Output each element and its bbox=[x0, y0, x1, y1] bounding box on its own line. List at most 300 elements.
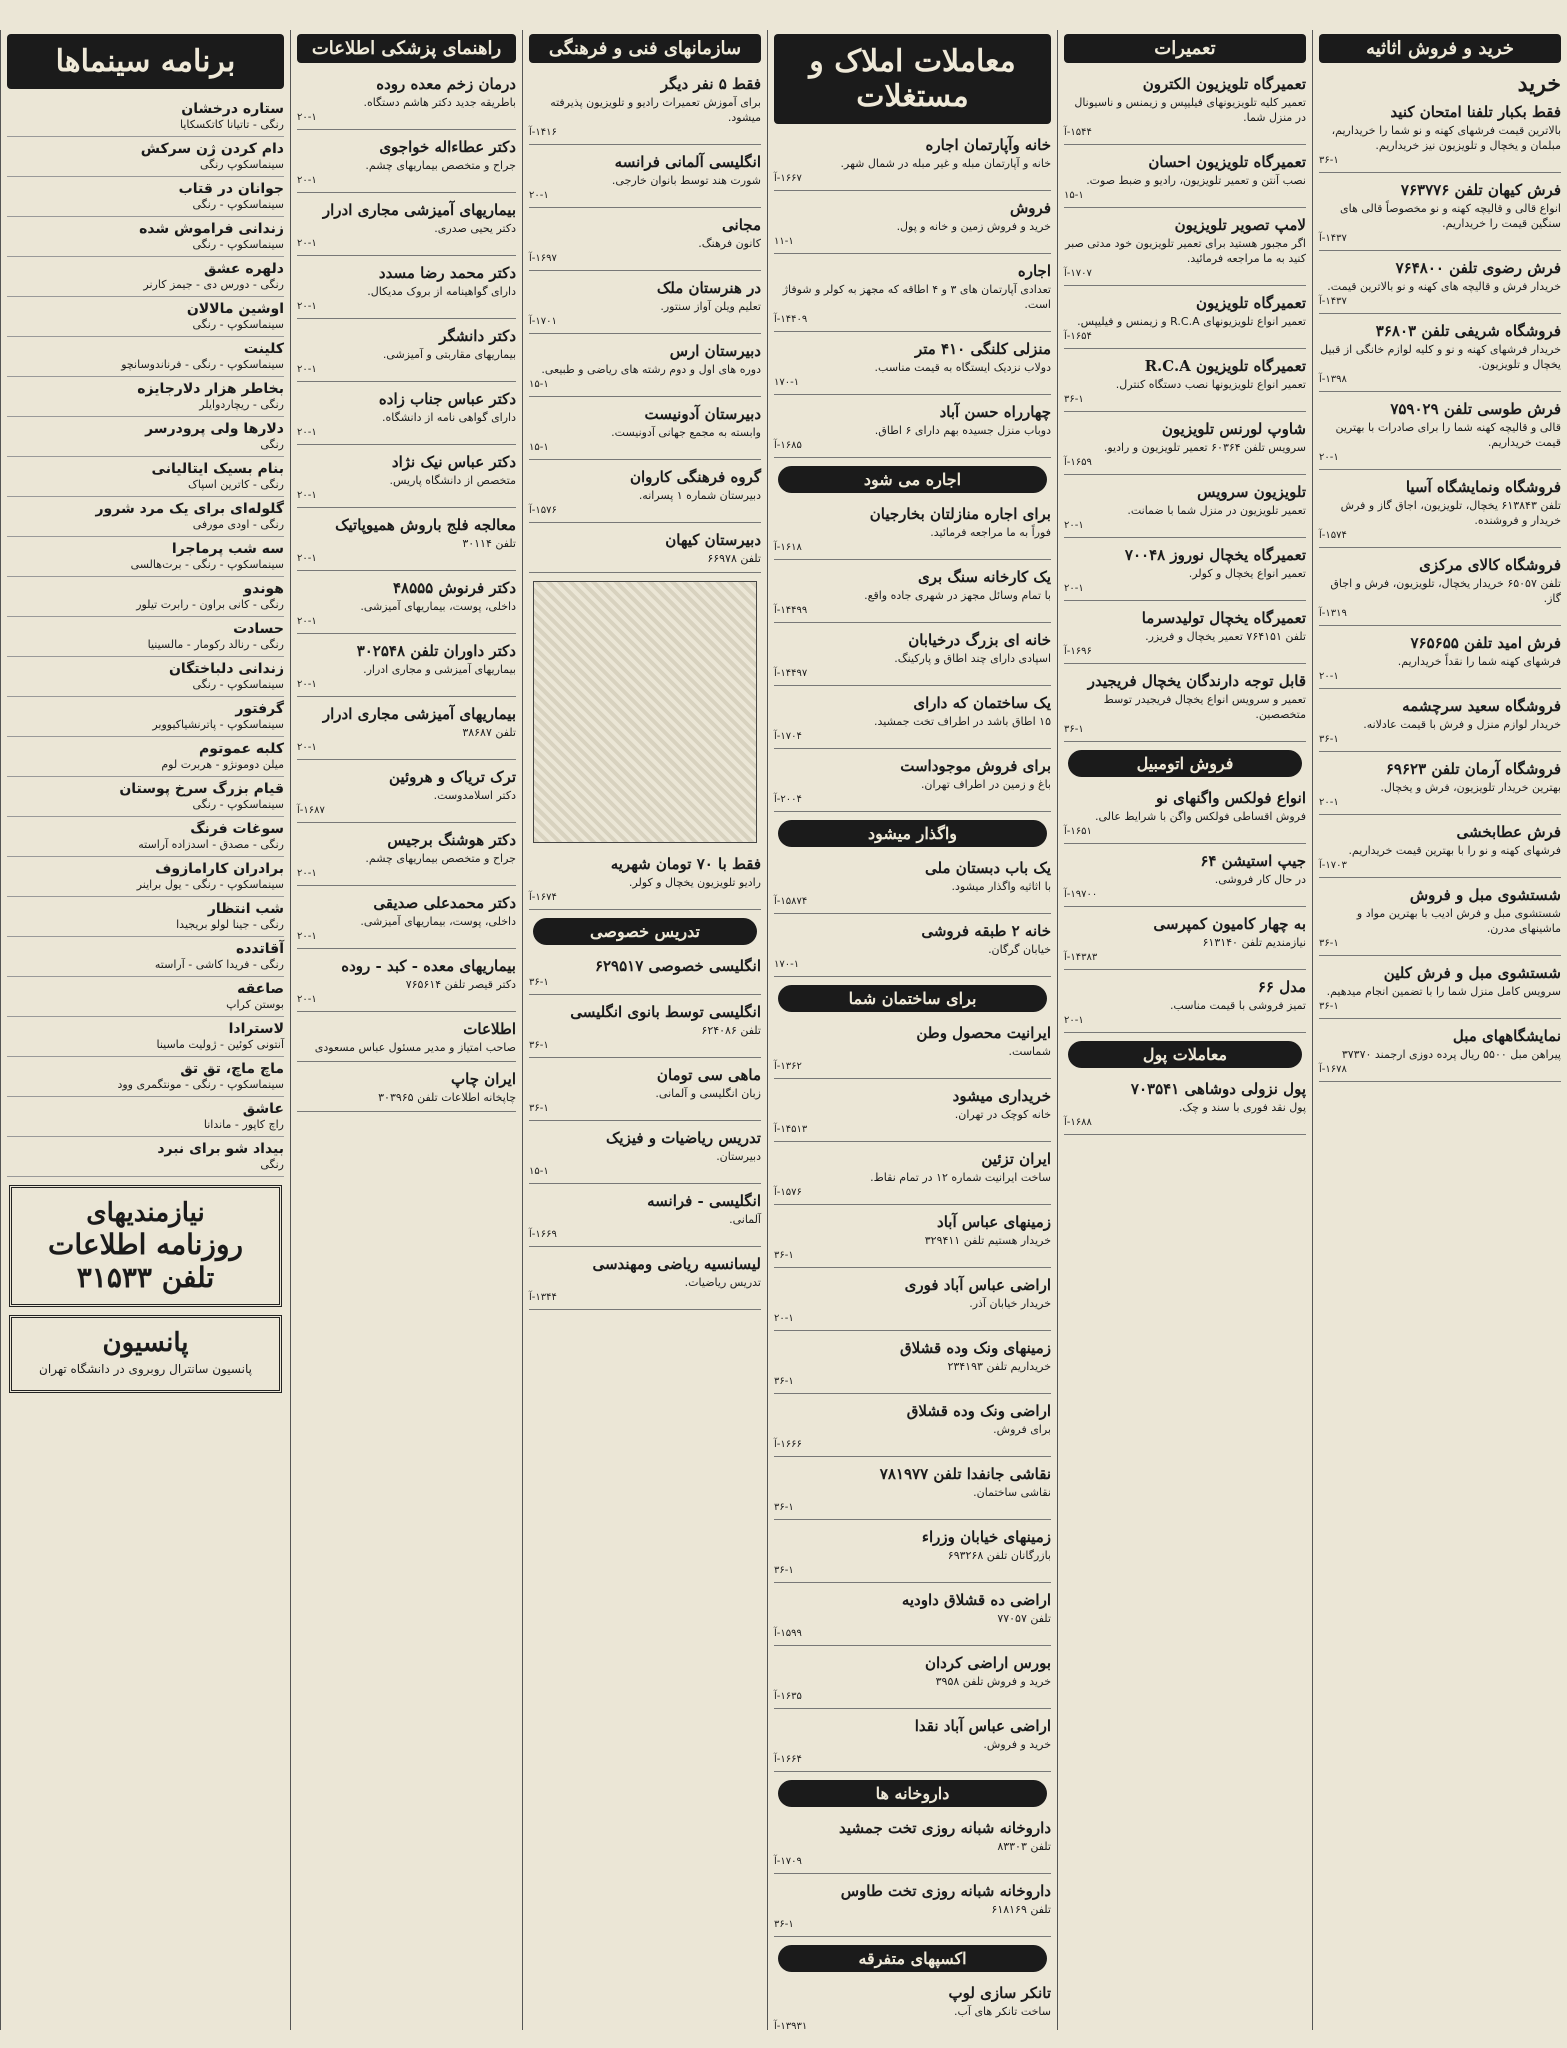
ad-body: انواع قالی و قالیچه کهنه و نو مخصوصاً قالی های سنگین قیمت را خریداریم. bbox=[1340, 202, 1561, 230]
ad-body: خرید و فروش. bbox=[983, 1738, 1051, 1751]
ad-title: تدریس ریاضیات و فیزیک bbox=[605, 1129, 761, 1147]
ad-code: ۱۷۰-۱ bbox=[774, 959, 800, 970]
ad-code: ۱۴۳۸۳-آ bbox=[1064, 952, 1098, 963]
classified-ad bbox=[529, 338, 761, 397]
ad-code: ۱۷۰۷-آ bbox=[1064, 268, 1092, 279]
ad-code: ۱۴۳۷-آ bbox=[1319, 296, 1347, 307]
classified-ad bbox=[774, 336, 1051, 395]
classified-ad bbox=[1319, 177, 1561, 251]
cinema-listing bbox=[7, 657, 284, 697]
ad-code: ۱۶۱۸-آ bbox=[774, 542, 802, 553]
ad-code: ۳۶-۱ bbox=[529, 1040, 549, 1051]
ad-title: دکتر داوران تلفن ۳۰۲۵۴۸ bbox=[356, 642, 516, 660]
ad-title: فروشگاه ونمایشگاه آسیا bbox=[1405, 478, 1561, 496]
ad-body: صاحب امتیاز و مدیر مسئول عباس مسعودی bbox=[314, 1041, 516, 1054]
film-title: اوشین مالالان bbox=[186, 301, 284, 317]
ad-body: فرشهای کهنه و نو را با بهترین قیمت خریداریم. bbox=[1348, 844, 1561, 857]
ad-code: ۱۶۹۶-آ bbox=[1064, 646, 1092, 657]
ad-title: تانکر سازی لوپ bbox=[948, 1984, 1051, 2002]
ad-body: آلمانی. bbox=[729, 1213, 761, 1226]
film-title: ستاره درخشان bbox=[181, 101, 284, 117]
ad-title: ایران تزئین bbox=[981, 1150, 1051, 1168]
ad-title: فروشگاه سعید سرچشمه bbox=[1402, 697, 1561, 715]
ad-title: معالجه فلج باروش همیوپاتیک bbox=[335, 516, 516, 534]
cinema-listing bbox=[7, 377, 284, 417]
ad-body: تلفن ۳۸۶۸۷ bbox=[462, 726, 516, 739]
ad-body: رادیو تلویزیون یخچال و کولر. bbox=[628, 876, 761, 889]
ad-title: بیماریهای معده - کبد - روده bbox=[341, 957, 516, 975]
ad-body: با اثاثیه واگذار میشود. bbox=[951, 880, 1051, 893]
classified-ad bbox=[529, 212, 761, 271]
film-title: زندانی فراموش شده bbox=[139, 221, 284, 237]
ad-code: ۱۵۷۶-آ bbox=[529, 505, 557, 516]
classified-ad bbox=[1319, 756, 1561, 815]
ad-code: ۳۶-۱ bbox=[1319, 155, 1339, 166]
film-details: بوستن کراپ bbox=[226, 998, 284, 1011]
classified-ad bbox=[774, 1020, 1051, 1079]
ad-code: ۱۶۶۶-آ bbox=[774, 1439, 802, 1450]
ad-code: ۱۴۴۰۹-آ bbox=[774, 314, 808, 325]
ad-body: تلفن ۸۳۳۰۳ bbox=[997, 1840, 1051, 1853]
ad-code: ۱۵۸۷۴-آ bbox=[774, 896, 808, 907]
classified-ad bbox=[1064, 542, 1306, 601]
film-details: راچ کاپور - ماندانا bbox=[203, 1118, 284, 1131]
ad-code: ۱۵۷۶-آ bbox=[774, 1187, 802, 1198]
ad-body: دوره های اول و دوم رشته های ریاضی و طبیعی. bbox=[541, 363, 761, 376]
film-details: سینماسکوپ - رنگی - مونتگمری وود bbox=[117, 1078, 284, 1091]
ad-body: جراح و متخصص بیماریهای چشم. bbox=[365, 852, 516, 865]
ad-title: ایرانیت محصول وطن bbox=[916, 1024, 1051, 1042]
classified-ad bbox=[529, 999, 761, 1058]
section-header: تدریس خصوصی bbox=[533, 918, 757, 945]
column-header: معاملات املاک و مستغلات bbox=[774, 34, 1051, 124]
ad-code: ۱۴۳۷-آ bbox=[1319, 233, 1347, 244]
ad-title: تعمیرگاه تلویزیون bbox=[1196, 294, 1306, 312]
classified-ad bbox=[1319, 693, 1561, 752]
ad-code: ۲۰-۱ bbox=[297, 427, 317, 438]
ad-code: ۱۷۰۴-آ bbox=[774, 731, 802, 742]
ad-code: ۱۳۴۴-آ bbox=[529, 1292, 557, 1303]
ad-body: نصب آنتن و تعمیر تلویزیون، رادیو و ضبط صوت. bbox=[1086, 174, 1306, 187]
classified-ad bbox=[1319, 255, 1561, 314]
ad-title: اراضی عباس آباد فوری bbox=[904, 1276, 1051, 1294]
classified-ad bbox=[1064, 71, 1306, 145]
ad-body: تمیز فروشی با قیمت مناسب. bbox=[1169, 999, 1306, 1012]
ad-body: خیابان گرگان. bbox=[988, 943, 1051, 956]
ad-title: فقط بکبار تلفنا امتحان کنید bbox=[1390, 103, 1561, 121]
classified-ad bbox=[297, 701, 516, 760]
film-details: رنگی - کانی براون - رابرت تیلور bbox=[136, 598, 284, 611]
ad-body: دبیرستان شماره ۱ پسرانه. bbox=[638, 489, 761, 502]
film-details: آنتونی کوئین - ژولیت ماسینا bbox=[156, 1038, 284, 1051]
cinema-listing bbox=[7, 97, 284, 137]
column-real-estate bbox=[767, 30, 1057, 2030]
cinema-listing bbox=[7, 697, 284, 737]
ad-title: تعمیرگاه یخچال تولیدسرما bbox=[1141, 609, 1306, 627]
ad-body: شستشوی مبل و فرش ادیب با بهترین مواد و ماشینهای مدرن. bbox=[1356, 907, 1561, 935]
ad-code: ۲۰-۱ bbox=[297, 616, 317, 627]
classified-ad bbox=[774, 690, 1051, 749]
boxed-ad-line: پانسیون سانترال روبروی در دانشگاه تهران bbox=[39, 1362, 252, 1376]
ad-body: تدریس ریاضیات. bbox=[684, 1276, 761, 1289]
section-header: واگذار میشود bbox=[778, 820, 1047, 847]
classified-ad bbox=[297, 953, 516, 1012]
ad-code: ۳۶-۱ bbox=[774, 1502, 794, 1513]
ad-code: ۳۶-۱ bbox=[529, 977, 549, 988]
ad-body: داخلی، پوست، بیماریهای آمیزشی. bbox=[360, 600, 516, 613]
ad-title: تعمیرگاه تلویزیون الکترون bbox=[1142, 75, 1306, 93]
classified-ad bbox=[297, 197, 516, 256]
classified-ad bbox=[1064, 212, 1306, 286]
film-title: گرفتور bbox=[235, 701, 284, 717]
ad-title: به چهار کامیون کمپرسی bbox=[1153, 915, 1306, 933]
ad-code: ۱۵۹۹-آ bbox=[774, 1628, 802, 1639]
ad-title: قابل توجه دارندگان یخچال فریجیدر bbox=[1087, 672, 1306, 690]
ad-code: ۱۶۸۷-آ bbox=[297, 805, 325, 816]
ad-title: فرش امید تلفن ۷۶۵۶۵۵ bbox=[1410, 634, 1561, 652]
ad-body: داخلی، پوست، بیماریهای آمیزشی. bbox=[360, 915, 516, 928]
ad-title: انگلیسی خصوصی ۶۲۹۵۱۷ bbox=[594, 957, 761, 975]
ad-code: ۱۶۷۴-آ bbox=[529, 892, 557, 903]
classified-ad bbox=[774, 1461, 1051, 1520]
ad-body: سرویس تلفن ۶۰۳۶۴ تعمیر تلویزیون و رادیو. bbox=[1103, 441, 1306, 454]
cinema-listing bbox=[7, 337, 284, 377]
cinema-listing bbox=[7, 897, 284, 937]
ad-title: دکتر عباس جناب زاده bbox=[378, 390, 516, 408]
classified-ad bbox=[297, 134, 516, 193]
film-details: سینماسکوپ - رنگی - یول براینر bbox=[136, 878, 284, 891]
ad-title: مدل ۶۶ bbox=[1257, 978, 1306, 996]
ad-title: لامپ تصویر تلویزیون bbox=[1174, 216, 1306, 234]
ad-code: ۳۶-۱ bbox=[1319, 1001, 1339, 1012]
film-title: حسادت bbox=[233, 621, 284, 637]
ad-body: تلفن ۶۱۸۱۶۹ bbox=[991, 1903, 1051, 1916]
ad-body: شورت هند توسط بانوان خارجی. bbox=[611, 174, 761, 187]
ad-code: ۱۷۰۹-آ bbox=[774, 1856, 802, 1867]
ad-code: ۲۰-۱ bbox=[297, 553, 317, 564]
ad-title: زمینهای عباس آباد bbox=[937, 1213, 1051, 1231]
classified-ad bbox=[774, 1146, 1051, 1205]
ad-body: وابسته به مجمع جهانی آدونیست. bbox=[611, 426, 761, 439]
classified-ad bbox=[1064, 416, 1306, 475]
ad-title: اطلاعات bbox=[463, 1020, 516, 1038]
classified-ad bbox=[529, 149, 761, 208]
ad-body: متخصص از دانشگاه پاریس. bbox=[389, 474, 516, 487]
film-details: سینماسکوپ - رنگی bbox=[192, 798, 284, 811]
ad-body: دبیرستان. bbox=[716, 1150, 761, 1163]
ad-code: ۲۰-۱ bbox=[297, 364, 317, 375]
ad-body: خانه و آپارتمان مبله و غیر مبله در شمال شهر. bbox=[840, 157, 1051, 170]
ad-code: ۱۷۰-۱ bbox=[774, 377, 800, 388]
ad-title: دکتر عطاءاله خواجوی bbox=[379, 138, 516, 156]
ad-title: داروخانه شبانه روزی تخت طاوس bbox=[840, 1882, 1051, 1900]
section-header: برای ساختمان شما bbox=[778, 985, 1047, 1012]
classified-ad bbox=[774, 855, 1051, 914]
ad-title: یک کارخانه سنگ بری bbox=[918, 568, 1051, 586]
film-title: برادران کارامازوف bbox=[155, 861, 284, 877]
ad-code: ۲۰-۱ bbox=[297, 679, 317, 690]
ad-title: تلویزیون سرویس bbox=[1197, 483, 1306, 501]
ad-code: ۳۶-۱ bbox=[774, 1250, 794, 1261]
section-header: فروش اتومبیل bbox=[1068, 750, 1302, 777]
classified-ad bbox=[297, 512, 516, 571]
film-details: رنگی - مصدق - اسدزاده آراسته bbox=[138, 838, 284, 851]
ad-body: جراح و متخصص بیماریهای چشم. bbox=[365, 159, 516, 172]
ad-body: تلفن ۶۲۴۰۸۶ bbox=[701, 1024, 761, 1037]
classified-ad bbox=[297, 827, 516, 886]
ad-body: خریدار خیابان آذر. bbox=[969, 1297, 1051, 1310]
ad-body: قالی و قالیچه کهنه شما را برای صادرات با بهترین قیمت خریداریم. bbox=[1335, 421, 1561, 449]
ad-code: ۳۶-۱ bbox=[774, 1376, 794, 1387]
film-details: سینماسکوپ - رنگی - فرناندوسانچو bbox=[121, 358, 284, 371]
ad-code: ۱۳۹۸-آ bbox=[1319, 374, 1347, 385]
cinema-listing bbox=[7, 297, 284, 337]
cinema-listing bbox=[7, 777, 284, 817]
film-details: رنگی - رنالد رکومار - مالسینیا bbox=[147, 638, 284, 651]
ad-title: دکتر دانشگر bbox=[439, 327, 516, 345]
ad-body: دارای گواهی نامه از دانشگاه. bbox=[382, 411, 516, 424]
ad-body: تعمیر انواع تلویزیونهای R.C.A و زیمنس و فیلیپس. bbox=[1077, 315, 1306, 328]
ad-body: باطریقه جدید دکتر هاشم دستگاه. bbox=[363, 96, 516, 109]
ad-body: خانه کوچک در تهران. bbox=[954, 1108, 1051, 1121]
film-details: سینماسکوپ - رنگی bbox=[192, 678, 284, 691]
section-header: معاملات پول bbox=[1068, 1041, 1302, 1068]
classified-ad bbox=[1064, 974, 1306, 1033]
film-title: لاسترادا bbox=[228, 1021, 284, 1037]
ad-title: انگلیسی توسط بانوی انگلیسی bbox=[570, 1003, 761, 1021]
ad-body: باغ و زمین در اطراف تهران. bbox=[920, 778, 1051, 791]
classified-ad bbox=[774, 501, 1051, 560]
classified-ad bbox=[297, 260, 516, 319]
ad-title: نقاشی جانفدا تلفن ۷۸۱۹۷۷ bbox=[879, 1465, 1051, 1483]
film-details: رنگی - تاتیانا کاتکسکایا bbox=[179, 118, 284, 131]
classified-ad bbox=[529, 275, 761, 334]
ad-code: ۲۰-۱ bbox=[297, 994, 317, 1005]
ad-code: ۱۴۴۹۹-آ bbox=[774, 605, 808, 616]
classified-ad bbox=[529, 464, 761, 523]
column-cinemas bbox=[0, 30, 290, 2030]
ad-code: ۱۶۵۹-آ bbox=[1064, 457, 1092, 468]
classified-ad bbox=[297, 1066, 516, 1112]
ad-title: شستشوی مبل و فروش bbox=[1409, 886, 1561, 904]
classified-ad bbox=[297, 386, 516, 445]
film-title: قیام بزرگ سرخ پوستان bbox=[119, 781, 284, 797]
cinema-listing bbox=[7, 617, 284, 657]
classified-ad bbox=[297, 764, 516, 823]
ad-code: ۲۰-۱ bbox=[1319, 452, 1339, 463]
ad-code: ۱۵-۱ bbox=[529, 379, 549, 390]
film-title: گلوله‌ای برای یک مرد شرور bbox=[95, 501, 284, 517]
ad-code: ۲۰-۱ bbox=[1064, 583, 1084, 594]
ad-body: فروش اقساطی فولکس واگن با شرایط عالی. bbox=[1094, 810, 1306, 823]
ad-code: ۳۶-۱ bbox=[774, 1565, 794, 1576]
ad-title: انواع فولکس واگنهای نو bbox=[1156, 789, 1306, 807]
cinema-listing bbox=[7, 217, 284, 257]
ad-body: تعدادی آپارتمان های ۳ و ۴ اطاقه که مجهز به کولر و شوفاژ است. bbox=[782, 283, 1051, 311]
ad-code: ۳۶-۱ bbox=[1319, 938, 1339, 949]
cinema-listing bbox=[7, 1057, 284, 1097]
classified-ad bbox=[1319, 819, 1561, 878]
classified-ad bbox=[529, 1125, 761, 1184]
ad-code: ۱۵-۱ bbox=[529, 442, 549, 453]
classified-ad bbox=[1064, 353, 1306, 412]
ad-body: دکتر قیصر تلفن ۷۶۵۶۱۴ bbox=[405, 978, 516, 991]
ad-body: ساخت ایرانیت شماره ۱۲ در تمام نقاط. bbox=[870, 1171, 1051, 1184]
dabirestan-kayhan-illustration bbox=[533, 581, 757, 843]
ad-title: بورس اراضی کردان bbox=[924, 1654, 1051, 1672]
ad-code: ۲۰-۱ bbox=[297, 238, 317, 249]
ad-title: درمان زخم معده روده bbox=[376, 75, 516, 93]
classified-ad bbox=[774, 1650, 1051, 1709]
ad-title: نمایشگاههای مبل bbox=[1452, 1027, 1561, 1045]
film-details: سینماسکوپ - رنگی bbox=[192, 238, 284, 251]
film-title: کلبه عموتوم bbox=[199, 741, 284, 757]
film-title: سوغات فرنگ bbox=[190, 821, 284, 837]
ad-title: فرش رضوی تلفن ۷۶۴۸۰۰ bbox=[1395, 259, 1561, 277]
ad-title: دبیرستان کیهان bbox=[665, 531, 761, 549]
column-repairs bbox=[1057, 30, 1312, 2030]
cinema-listing bbox=[7, 977, 284, 1017]
film-title: هوندو bbox=[243, 581, 284, 597]
ad-title: برای اجاره منازلتان بخارجیان bbox=[869, 505, 1051, 523]
ad-title: زمینهای ونک وده قشلاق bbox=[900, 1339, 1051, 1357]
ad-body: با تمام وسائل مجهز در شهری جاده واقع. bbox=[864, 589, 1051, 602]
column-header: تعمیرات bbox=[1064, 34, 1306, 63]
ad-title: تعمیرگاه تلویزیون احسان bbox=[1148, 153, 1306, 171]
classified-ad bbox=[774, 1083, 1051, 1142]
classified-ad bbox=[529, 953, 761, 995]
ad-title: دکتر عباس نیک نژاد bbox=[391, 453, 516, 471]
ad-code: ۲۰-۱ bbox=[1319, 671, 1339, 682]
ad-body: چاپخانه اطلاعات تلفن ۳۰۳۹۶۵ bbox=[378, 1091, 516, 1104]
ad-code: ۲۰-۱ bbox=[1319, 797, 1339, 808]
classified-ad bbox=[1064, 605, 1306, 664]
ad-code: ۲۰-۱ bbox=[1064, 1015, 1084, 1026]
ad-body: بیماریهای آمیزشی و مجاری ادرار. bbox=[363, 663, 516, 676]
ad-title: برای فروش موجوداست bbox=[900, 757, 1051, 775]
ad-title: دبیرستان آدونیست bbox=[644, 405, 761, 423]
classified-ad bbox=[529, 527, 761, 573]
ad-body: اسپادی دارای چند اطاق و پارکینگ. bbox=[894, 652, 1051, 665]
ad-title: مجانی bbox=[722, 216, 761, 234]
classified-ad bbox=[1319, 882, 1561, 956]
cinema-listing bbox=[7, 817, 284, 857]
ad-body: فوراً به ما مراجعه فرمائید. bbox=[930, 526, 1051, 539]
film-title: ماچ ماچ، تق تق bbox=[180, 1061, 284, 1077]
ad-body: تعمیر تلویزیون در منزل شما با ضمانت. bbox=[1127, 504, 1306, 517]
film-title: دام کردن ژن سرکش bbox=[140, 141, 284, 157]
ad-code: ۱۵۷۴-آ bbox=[1319, 530, 1347, 541]
ad-code: ۱۶۶۹-آ bbox=[529, 1229, 557, 1240]
boxed-ad bbox=[9, 1185, 282, 1307]
ad-title: تعمیرگاه یخچال نوروز ۷۰۰۴۸ bbox=[1124, 546, 1306, 564]
classified-ad bbox=[1319, 396, 1561, 470]
ad-title: فروشگاه شریفی تلفن ۳۶۸۰۳ bbox=[1375, 322, 1561, 340]
cinema-listing bbox=[7, 1017, 284, 1057]
cinema-listing bbox=[7, 177, 284, 217]
ad-code: ۲۰-۱ bbox=[297, 112, 317, 123]
classified-ad bbox=[1064, 479, 1306, 538]
film-title: بخاطر هزار دلارجایزه bbox=[137, 381, 284, 397]
film-details: رنگی - ریچاردوایلر bbox=[199, 398, 284, 411]
ad-body: خریدار هستیم تلفن ۳۲۹۴۱۱ bbox=[924, 1234, 1051, 1247]
classified-ad bbox=[297, 638, 516, 697]
ad-code: ۱۴۴۹۷-آ bbox=[774, 668, 808, 679]
ad-code: ۱۳۱۹-آ bbox=[1319, 608, 1347, 619]
film-details: رنگی - دورس دی - جیمز کارنر bbox=[143, 278, 284, 291]
film-title: جوانان در قتاب bbox=[178, 181, 284, 197]
ad-code: ۱۶۵۴-آ bbox=[1064, 331, 1092, 342]
film-title: آقاتدده bbox=[235, 941, 284, 957]
ad-body: تلفن ۷۶۴۱۵۱ تعمیر یخچال و فریزر. bbox=[1145, 630, 1306, 643]
classified-ad bbox=[1064, 149, 1306, 208]
ad-body: خریدار فرش و قالیچه های کهنه و نو بالاترین قیمت. bbox=[1327, 280, 1561, 293]
ad-body: اگر مجبور هستید برای تعمیر تلویزیون خود مدتی صبر کنید به ما مراجعه فرمائید. bbox=[1065, 237, 1306, 265]
film-details: رنگی bbox=[260, 438, 284, 451]
film-title: زندانی دلباختگان bbox=[168, 661, 284, 677]
ad-code: ۱۱-۱ bbox=[774, 236, 794, 247]
ad-title: خانه ای بزرگ درخیابان bbox=[908, 631, 1051, 649]
ad-body: خریدار لوازم منزل و فرش با قیمت عادلانه. bbox=[1363, 718, 1561, 731]
ad-code: ۲۰-۱ bbox=[297, 175, 317, 186]
ad-body: خریداریم تلفن ۲۳۴۱۹۳ bbox=[947, 1360, 1051, 1373]
film-title: بیداد شو برای نبرد bbox=[157, 1141, 284, 1157]
ad-title: دبیرستان ارس bbox=[669, 342, 761, 360]
classified-ad bbox=[774, 627, 1051, 686]
ad-code: ۱۵۴۴-آ bbox=[1064, 127, 1092, 138]
classified-ad bbox=[1319, 552, 1561, 626]
film-details: رنگی - جینا لولو بریجیدا bbox=[176, 918, 284, 931]
ad-body: تلفن ۷۷۰۵۷ bbox=[997, 1612, 1051, 1625]
ad-code: ۱۹۷۰۰-آ bbox=[1064, 889, 1098, 900]
ad-body: بیماریهای مقاربتی و آمیزشی. bbox=[382, 348, 516, 361]
film-details: سینماسکوپ - رنگی - برت‌هالسی bbox=[130, 558, 284, 571]
classified-ad bbox=[774, 1980, 1051, 2030]
classified-ad bbox=[1064, 668, 1306, 742]
film-details: رنگی bbox=[260, 1158, 284, 1171]
film-details: رنگی - کاترین اسپاک bbox=[187, 478, 284, 491]
classified-ad bbox=[774, 1587, 1051, 1646]
ad-code: ۳۶-۱ bbox=[1064, 724, 1084, 735]
ad-title: یک ساختمان که دارای bbox=[913, 694, 1051, 712]
ad-body: خرید و فروش زمین و خانه و پول. bbox=[896, 220, 1051, 233]
ad-title: فقط با ۷۰ تومان شهریه bbox=[610, 855, 761, 873]
ad-title: داروخانه شبانه روزی تخت جمشید bbox=[839, 1819, 1051, 1837]
ad-body: برای فروش. bbox=[993, 1423, 1051, 1436]
classified-ad bbox=[1064, 785, 1306, 844]
classified-ad bbox=[774, 258, 1051, 332]
ad-code: ۲۰-۱ bbox=[297, 742, 317, 753]
film-title: دلارها ولی پرودرسر bbox=[145, 421, 284, 437]
ad-body: تعمیر کلیه تلویزیونهای فیلیپس و زیمنس و ناسیونال در منزل شما. bbox=[1074, 96, 1306, 124]
classified-ad bbox=[1319, 474, 1561, 548]
cinema-listing bbox=[7, 257, 284, 297]
ad-title: بیماریهای آمیزشی مجاری ادرار bbox=[322, 705, 516, 723]
film-details: سینماسکوپ رنگی bbox=[199, 158, 284, 171]
boxed-ad-line: روزنامه اطلاعات تلفن ۳۱۵۳۳ bbox=[47, 1228, 243, 1294]
ad-body: ساخت تانکر های آب. bbox=[954, 2005, 1051, 2018]
classified-ad bbox=[297, 1016, 516, 1062]
ad-code: ۳۶-۱ bbox=[774, 1919, 794, 1930]
classified-ad bbox=[1319, 630, 1561, 689]
ad-body: فرشهای کهنه شما را نقداً خریداریم. bbox=[1397, 655, 1561, 668]
ad-title: یک باب دبستان ملی bbox=[925, 859, 1051, 877]
classified-ad bbox=[529, 1062, 761, 1121]
film-title: سه شب پرماجرا bbox=[171, 541, 284, 557]
classified-ad bbox=[1064, 848, 1306, 907]
film-details: رنگی - اودی مورفی bbox=[192, 518, 284, 531]
subsection-title: خرید bbox=[1517, 71, 1561, 97]
